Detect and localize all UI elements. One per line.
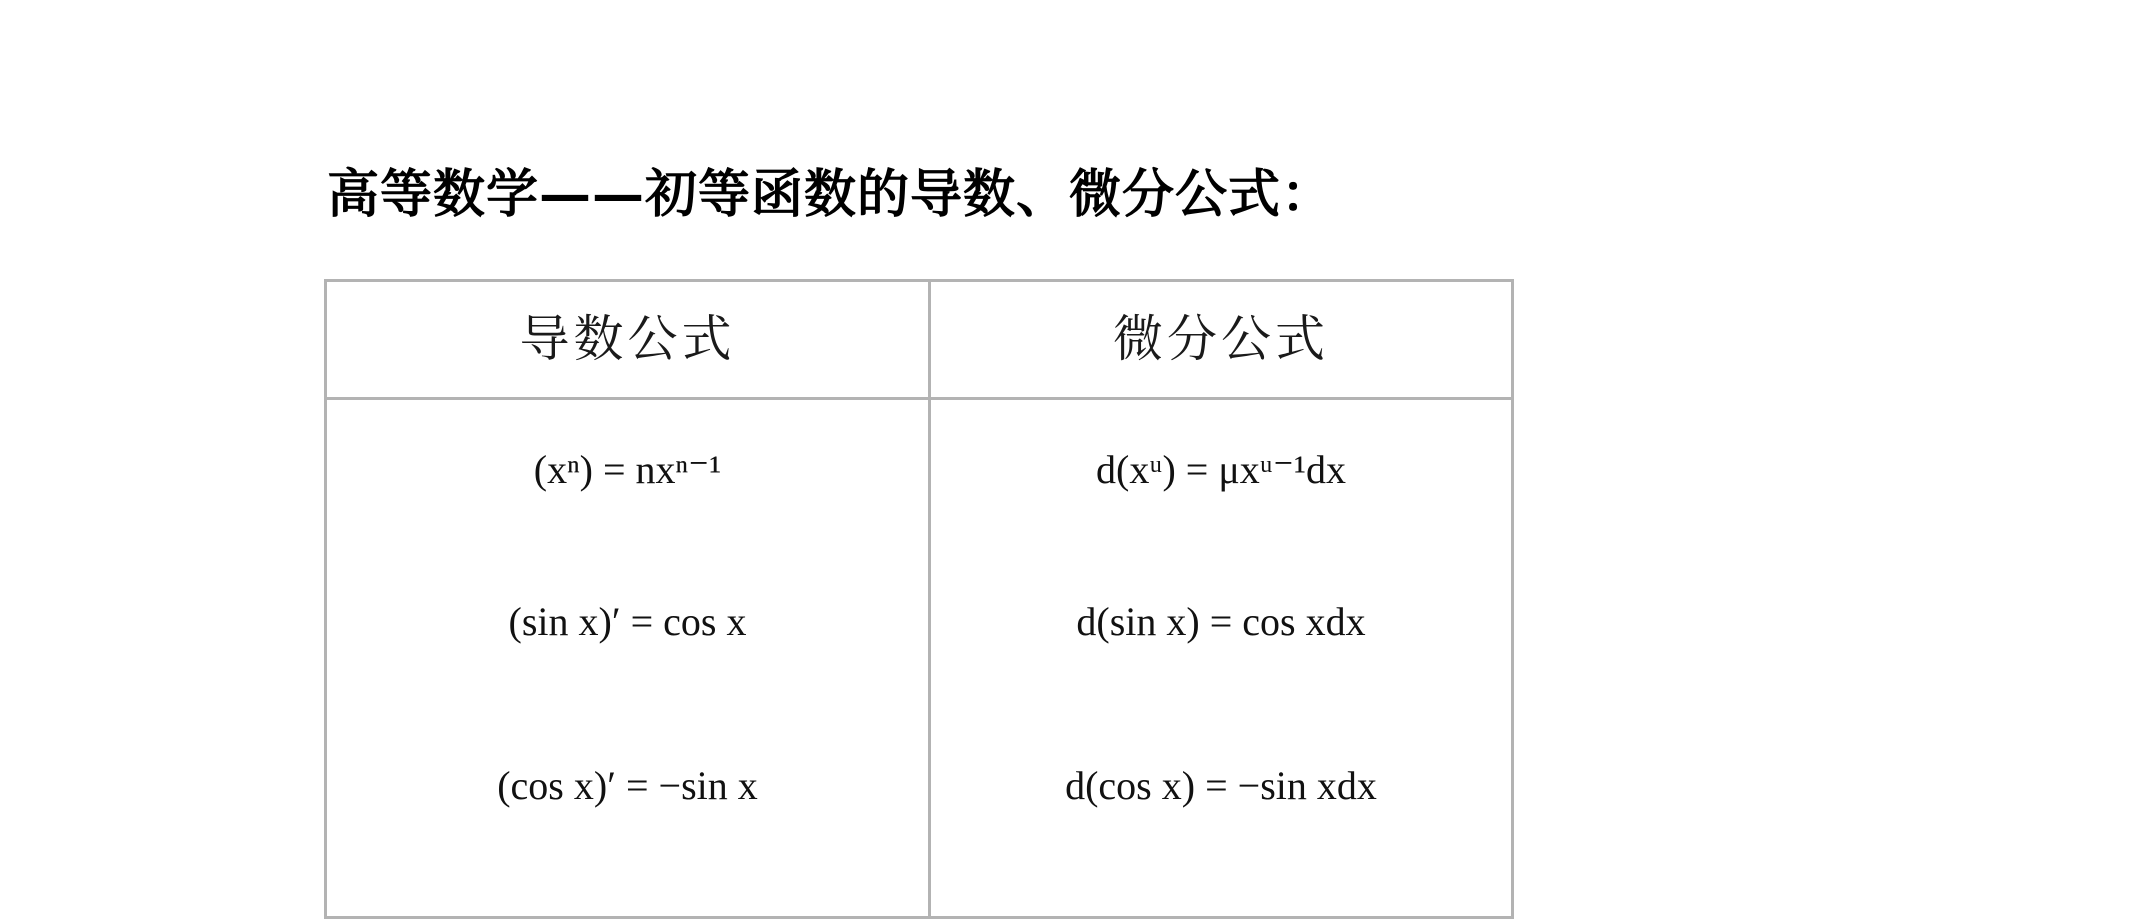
differential-formula-cell [930, 399, 1513, 918]
table-row [326, 399, 1513, 918]
formula-item [327, 540, 928, 704]
cosine-derivative: (cos x)′ = −sin x [497, 763, 758, 808]
cosine-differential: d(cos x) = −sin xdx [1065, 763, 1377, 808]
differential-formula-header: 微分公式 [930, 281, 1513, 399]
table-header-row [326, 281, 1513, 399]
formula-table [324, 279, 1514, 919]
formula-item [931, 704, 1511, 868]
page-title: 高等数学——初等函数的导数、微分公式： [327, 164, 1335, 225]
derivative-formula-cell [326, 399, 930, 918]
differential-formula-list [931, 400, 1511, 868]
formula-item [327, 704, 928, 868]
power-rule-derivative: (xⁿ) = nxⁿ⁻¹ [533, 447, 722, 492]
formula-item [931, 400, 1511, 540]
derivative-formula-list [327, 400, 928, 868]
sine-derivative: (sin x)′ = cos x [508, 599, 747, 644]
formula-item [327, 400, 928, 540]
power-rule-differential: d(xᵘ) = μxᵘ⁻¹dx [1096, 447, 1346, 492]
derivative-formula-header: 导数公式 [326, 281, 930, 399]
formula-item [931, 540, 1511, 704]
sine-differential: d(sin x) = cos xdx [1076, 599, 1366, 644]
